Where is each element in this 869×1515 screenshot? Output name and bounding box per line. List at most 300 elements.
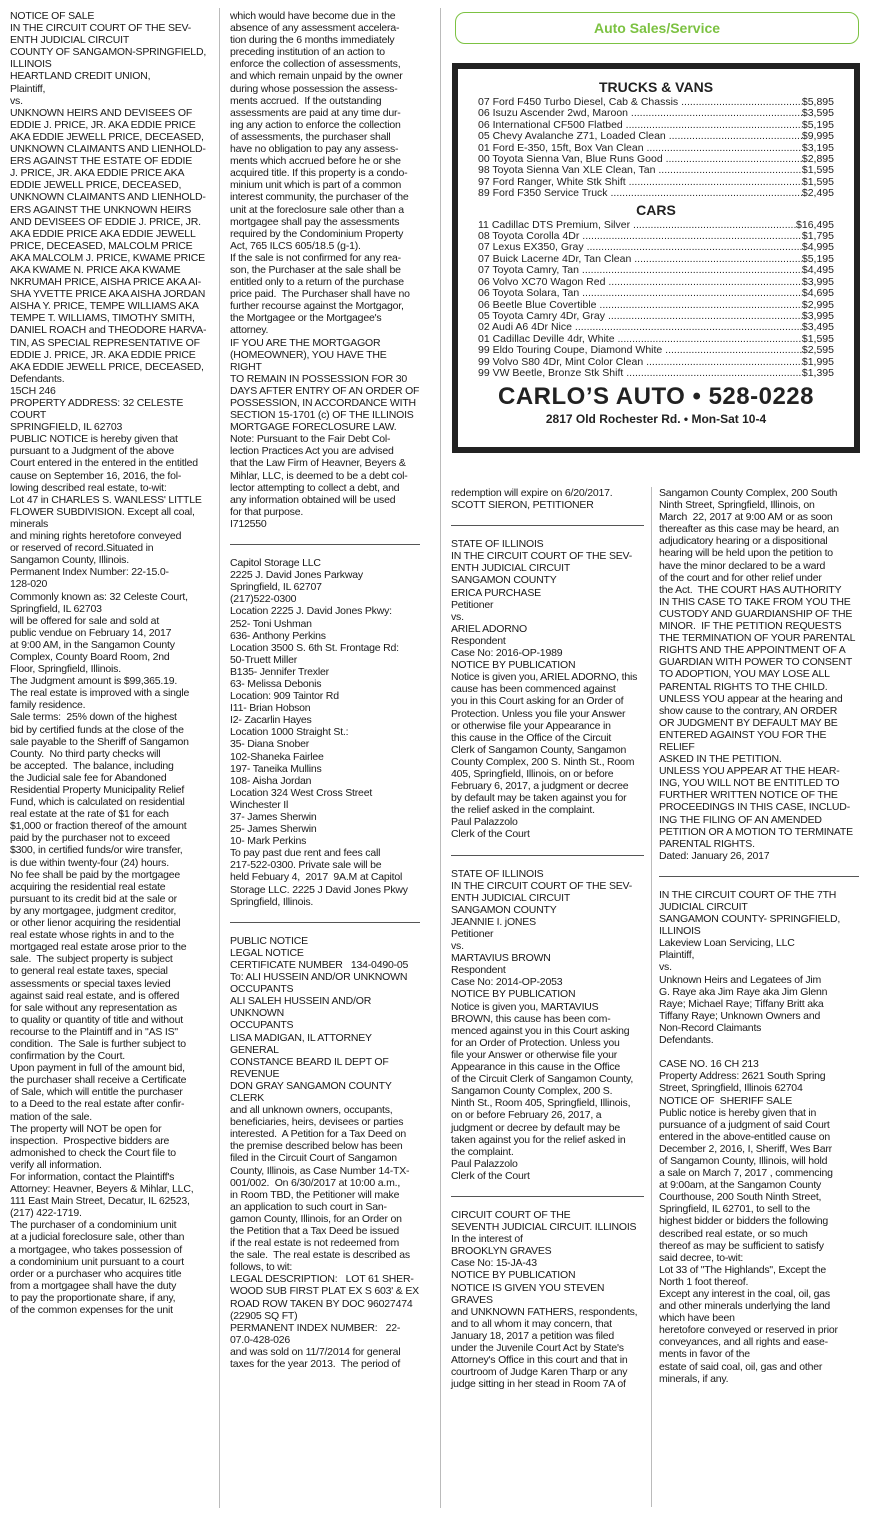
vehicle-listing: [478, 242, 834, 253]
notice-line: Act, 765 ILCS 605/18.5 (g-1).: [230, 239, 361, 252]
notice-line: PARENTAL RIGHTS.: [659, 837, 755, 850]
notice-line: 35- Diana Snober: [230, 738, 310, 751]
vehicle-price: $4,995: [801, 241, 834, 254]
notice-line: ING THE FILING OF AN AMENDED: [659, 813, 822, 826]
notice-line: mation of the sale.: [10, 1110, 92, 1123]
notice-line: 111 East Main Street, Decatur, IL 62523,: [10, 1195, 190, 1208]
notice-line: hearing will be held upon the petition to: [659, 547, 833, 560]
notice-line: IN THE CIRCUIT COURT OF THE SEV-: [451, 550, 633, 563]
section-header: [455, 12, 859, 44]
notice-line: have no obligation to pay any assess-: [230, 143, 399, 156]
legal-notice: [230, 10, 420, 530]
notice-line: County Complex, 200 S. Ninth St., Room: [451, 755, 635, 768]
notice-separator: [451, 855, 644, 856]
notice-line: 128-020: [10, 578, 48, 591]
vehicle-listing: [478, 108, 834, 119]
notice-line: Dated: January 26, 2017: [659, 849, 770, 862]
notice-line: Upon payment in full of the amount bid,: [10, 1062, 185, 1075]
notice-line: AISHA Y. PRICE, TEMPE WILLIAMS AKA: [10, 300, 199, 313]
notice-line: sale. The subject property is subject: [10, 953, 173, 966]
column-divider: [651, 487, 652, 1507]
notice-line: the Petition that a Tax Deed be issued: [230, 1225, 400, 1237]
notice-line: unit at the foreclosure sale other than a: [230, 203, 404, 216]
vehicle-price: $1,995: [801, 355, 834, 368]
notice-line: BROOKLYN GRAVES: [451, 1245, 552, 1258]
notice-line: In the interest of: [451, 1233, 523, 1246]
notice-line: PERMANENT INDEX NUMBER: 22-: [230, 1321, 401, 1334]
notice-line: ENTH JUDICIAL CIRCUIT: [451, 891, 571, 904]
notice-line: under the Juvenile Court Act by State's: [451, 1342, 624, 1354]
notice-line: minerals, if any.: [659, 1372, 729, 1385]
notice-line: SANGAMON COUNTY- SPRINGFIELD,: [659, 913, 841, 926]
vehicle-name: 89 Ford F350 Service Truck .....: [478, 188, 802, 199]
notice-line: Clerk of Sangamon County, Sangamon: [451, 743, 627, 756]
notice-line: COURT: [10, 409, 47, 422]
notice-line: ments which accrued before he or she: [230, 155, 401, 168]
notice-line: $300, in certified funds/or wire transfer,: [10, 844, 183, 857]
dealer-name: CARLO’S AUTO • 528-0228: [498, 383, 814, 411]
notice-line: for that purpose.: [230, 505, 304, 518]
notice-line: pursuant to a Judgment of the above: [10, 445, 175, 458]
notice-line: Location: 909 Taintor Rd: [230, 690, 339, 703]
notice-line: ILLINOIS: [659, 925, 701, 938]
vehicle-listing: [478, 188, 834, 199]
notice-line: and all unknown owners, occupants,: [230, 1104, 393, 1117]
notice-line: Clerk of the Court: [451, 1169, 530, 1182]
notice-line: for sale without any representation as: [10, 1001, 177, 1014]
notice-line: minerals: [10, 517, 49, 530]
notice-line: 217-522-0300. Private sale will be: [230, 859, 382, 872]
notice-line: OCCUPANTS: [230, 1019, 294, 1032]
vehicle-price: $2,895: [801, 153, 834, 166]
notice-line: Petitioner: [451, 598, 494, 611]
ad-content: [458, 69, 854, 447]
vehicle-listing: [478, 288, 834, 299]
notice-line: verify all information.: [10, 1158, 102, 1171]
notice-line: and to all whom it may concern, that: [451, 1317, 612, 1330]
notice-line: interest community, the purchaser of the: [230, 191, 409, 204]
notice-line: if the real estate is not redeemed from: [230, 1237, 400, 1250]
vehicle-listing: [478, 300, 834, 311]
notice-separator: [230, 922, 420, 923]
notice-line: ments accrued. If the outstanding: [230, 94, 382, 107]
vehicle-name: 99 VW Beetle, Bronze Stk Shift .....: [478, 368, 802, 379]
notice-line: March 22, 2017 at 9:00 AM or as soon: [659, 511, 833, 524]
notice-line: UNLESS YOU appear at the hearing and: [659, 692, 843, 705]
notice-line: preceding institution of an action to: [230, 46, 385, 59]
notice-line: IN THE CIRCUIT COURT OF THE SEV-: [451, 879, 633, 892]
notice-line: the sale. The real estate is described as: [230, 1249, 410, 1262]
notice-line: the Judicial sale fee for Abandoned: [10, 771, 167, 784]
notice-line: paid by the purchaser not to exceed: [10, 832, 170, 845]
notice-line: NOTICE OF SHERIFF SALE: [659, 1094, 793, 1107]
notice-line: judgment or decree by default may be: [451, 1121, 621, 1134]
notice-line: Case No: 15-JA-43: [451, 1257, 537, 1270]
notice-line: required by the Condominium Property: [230, 227, 404, 240]
notice-line: Street, Springfield, Illinois 62704: [659, 1082, 803, 1095]
notice-line: TIN, AS SPECIAL REPRESENTATIVE OF: [10, 336, 200, 349]
notice-line: PARENTAL RIGHTS TO THE CHILD.: [659, 680, 828, 693]
vehicle-name: 06 Toyota Solara, Tan .....: [478, 288, 802, 299]
notice-line: 07.0-428-026: [230, 1333, 291, 1346]
notice-line: MARTAVIUS BROWN: [451, 952, 551, 965]
notice-line: To pay past due rent and fees call: [230, 847, 381, 860]
notice-line: ARIEL ADORNO: [451, 622, 527, 635]
notice-line: UNLESS YOU APPEAR AT THE HEAR-: [659, 765, 840, 778]
notice-line: Ninth St., Room 405, Springfield, Illinois,: [451, 1097, 631, 1110]
notice-line: Unknown Heirs and Legatees of Jim: [659, 973, 822, 986]
vehicle-price: $2,595: [801, 344, 834, 357]
notice-line: PROPERTY ADDRESS: 32 CELESTE: [10, 397, 184, 409]
notice-line: NOTICE IS GIVEN YOU STEVEN GRAVES: [451, 1281, 608, 1306]
notice-line: the Act. THE COURT HAS AUTHORITY: [659, 583, 842, 596]
notice-line: entitled only to a return of the purchase: [230, 276, 404, 289]
notice-line: a condominium unit pursuant to a court: [10, 1255, 184, 1268]
section-header-title: Auto Sales/Service: [593, 20, 721, 36]
notice-line: at a judicial foreclosure sale, other than: [10, 1231, 185, 1244]
notice-line: the Mortgagee or the Mortgagee's: [230, 312, 382, 325]
notice-line: I2- Zacarlin Hayes: [230, 714, 312, 727]
notice-line: will be offered for sale and sold at: [10, 614, 160, 627]
notice-line: 2225 J. David Jones Parkway: [230, 569, 363, 582]
notice-line: To: ALI HUSSEIN AND/OR UNKNOWN: [230, 971, 408, 984]
notice-line: AKA EDDIE JEWELL PRICE, DECEASED,: [10, 130, 204, 143]
notice-line: Case No: 2016-OP-1989: [451, 647, 563, 660]
notice-line: for an Order of Protection. Unless you: [451, 1036, 620, 1049]
vehicle-name: 08 Toyota Corolla 4Dr .....: [478, 231, 802, 242]
column-1: [10, 10, 210, 1330]
legal-notice: [451, 1209, 644, 1390]
notice-line: (HOMEOWNER), YOU HAVE THE RIGHT: [230, 348, 390, 373]
notice-line: tion during the 6 months immediately: [230, 34, 395, 47]
notice-line: admonished to check the Court file to: [10, 1146, 176, 1159]
notice-line: County. No third party checks will: [10, 747, 161, 760]
legal-notice: [10, 10, 210, 1316]
notice-line: B135- Jennifer Trexler: [230, 665, 329, 678]
vehicle-listing: [478, 220, 834, 231]
legal-notice: [230, 935, 420, 1370]
notice-line: inspection. Prospective bidders are: [10, 1134, 170, 1147]
vehicle-listing: [478, 368, 834, 379]
notice-line: 102-Shaneka Fairlee: [230, 750, 324, 763]
notice-line: condition. The Sale is further subject to: [10, 1037, 186, 1050]
notice-line: Residential Property Municipality Relief: [10, 784, 185, 796]
notice-line: STATE OF ILLINOIS: [451, 867, 544, 880]
notice-line: Notice is given you, ARIEL ADORNO, this: [451, 671, 638, 684]
notice-line: on or before February 26, 2017, a: [451, 1109, 602, 1122]
notice-line: that the Law Firm of Heavner, Beyers &: [230, 457, 406, 470]
notice-line: and which remain unpaid by the owner: [230, 70, 403, 83]
notice-line: 25- James Sherwin: [230, 823, 317, 836]
vehicle-listing: [478, 97, 834, 108]
notice-line: Note: Pursuant to the Fair Debt Col-: [230, 433, 391, 446]
vehicle-price: $1,595: [801, 175, 834, 188]
column-4: [659, 487, 859, 1399]
notice-line: NOTICE BY PUBLICATION: [451, 988, 576, 1001]
notice-line: [659, 1046, 859, 1058]
notice-line: thereof as may be sufficient to satisfy: [659, 1239, 824, 1252]
vehicle-price: $3,995: [801, 275, 834, 288]
notice-line: OCCUPANTS: [230, 983, 294, 996]
notice-line: (22905 SQ FT): [230, 1309, 298, 1322]
notice-line: EDDIE J. PRICE, JR. AKA EDDIE PRICE: [10, 348, 196, 361]
notice-line: show cause to the contrary, AN ORDER: [659, 704, 838, 717]
notice-line: Ninth Street, Springfield, Illinois, on: [659, 499, 815, 512]
notice-line: Respondent: [451, 964, 506, 977]
notice-line: Location 3500 S. 6th St. Frontage Rd:: [230, 641, 399, 654]
notice-line: vs.: [10, 94, 23, 107]
notice-line: TO REMAIN IN POSSESSION FOR 30: [230, 372, 408, 385]
notice-line: have the minor declared to be a ward: [659, 559, 826, 572]
notice-line: heretofore conveyed or reserved in prior: [659, 1324, 838, 1337]
notice-line: or reserved of record.Situated in: [10, 542, 154, 555]
vehicle-listing: [478, 120, 834, 131]
notice-line: to a Deed to the real estate after confir-: [10, 1098, 185, 1111]
notice-line: a mortgagee, who takes possession of: [10, 1243, 182, 1256]
notice-line: Storage LLC. 2225 J David Jones Pkwy: [230, 883, 408, 896]
vehicle-name: 98 Toyota Sienna Van XLE Clean, Tan .....: [478, 165, 802, 176]
notice-line: Notice is given you, MARTAVIUS: [451, 1000, 599, 1013]
notice-line: NKRUMAH PRICE, AISHA PRICE AKA AI-: [10, 276, 202, 289]
notice-line: AKA EDDIE JEWELL PRICE, DECEASED,: [10, 360, 204, 373]
notice-line: LISA MADIGAN, IL ATTORNEY GENERAL: [230, 1031, 375, 1056]
notice-line: The purchaser of a condominium unit: [10, 1219, 177, 1232]
notice-line: this cause in the Office of the Circuit: [451, 731, 612, 744]
notice-line: NOTICE BY PUBLICATION: [451, 1269, 576, 1282]
legal-notice: [451, 487, 644, 511]
notice-line: confirmation by the Court.: [10, 1050, 126, 1063]
notice-line: or other lienor acquiring the residential: [10, 917, 181, 930]
notice-line: ERICA PURCHASE: [451, 586, 541, 599]
notice-line: lowing described real estate, to-wit:: [10, 481, 167, 494]
vehicle-price: $1,595: [801, 332, 834, 345]
notice-line: ASKED IN THE PETITION.: [659, 753, 782, 766]
notice-line: vs.: [451, 610, 464, 623]
legal-notice: [230, 557, 420, 908]
notice-line: NOTICE BY PUBLICATION: [451, 659, 576, 672]
notice-line: 10- Mark Perkins: [230, 835, 307, 848]
notice-line: Attorney: Heavner, Beyers & Mihlar, LLC,: [10, 1183, 194, 1196]
vehicle-name: 06 International CF500 Flatbed .....: [478, 120, 802, 131]
notice-line: EDDIE J. PRICE, JR. AKA EDDIE PRICE: [10, 118, 196, 131]
column-2: [230, 10, 420, 1384]
notice-line: interested. A Petition for a Tax Deed on: [230, 1128, 407, 1141]
notice-line: vs.: [659, 961, 672, 974]
notice-line: recourse to the Plaintiff and in "AS IS": [10, 1025, 178, 1038]
notice-line: is due within twenty-four (24) hours.: [10, 856, 169, 869]
notice-line: AKA EDDIE PRICE AKA EDDIE JEWELL: [10, 227, 196, 240]
vehicle-name: 07 Ford F450 Turbo Diesel, Cab & Chassis .....: [478, 97, 802, 108]
notice-line: AKA MALCOLM J. PRICE, KWAME PRICE: [10, 251, 205, 264]
notice-line: at 9:00 AM, in the Sangamon County: [10, 638, 175, 651]
notice-line: G. Raye aka Jim Raye aka Jim Glenn: [659, 985, 828, 998]
notice-line: Location 1000 Straight St.:: [230, 726, 349, 739]
notice-line: December 2, 2016, I, Sheriff, Wes Barr: [659, 1142, 832, 1155]
notice-line: Paul Palazzolo: [451, 1157, 518, 1170]
notice-line: absence of any assessment accelera-: [230, 22, 400, 35]
vehicle-listing: [478, 345, 834, 356]
notice-line: Lot 47 in CHARLES S. WANLESS' LITTLE: [10, 493, 202, 506]
notice-line: against said real estate, and is offered: [10, 989, 180, 1002]
vehicle-name: 07 Lexus EX350, Gray .....: [478, 242, 802, 253]
vehicle-price: $3,195: [801, 141, 834, 154]
notice-line: taken against you for the relief asked in: [451, 1133, 626, 1146]
notice-line: price paid. The Purchaser shall have no: [230, 288, 410, 301]
vehicle-listing: [478, 131, 834, 142]
legal-notice: [659, 487, 859, 862]
notice-line: CERTIFICATE NUMBER 134-0490-05: [230, 958, 409, 971]
vehicle-name: 01 Ford E-350, 15ft, Box Van Clean .....: [478, 143, 802, 154]
vehicle-listing: [478, 165, 834, 176]
vehicle-name: 99 Volvo S80 4Dr, Mint Color Clean .....: [478, 357, 802, 368]
notice-line: public vendue on February 14, 2017: [10, 626, 172, 639]
notice-line: to pay the proportionate share, if any,: [10, 1291, 176, 1304]
vehicle-price: $2,995: [801, 298, 834, 311]
notice-line: of the Circuit Clerk of Sangamon County,: [451, 1073, 634, 1086]
notice-line: by any mortgagee, judgment creditor,: [10, 904, 177, 917]
notice-line: TEMPE T. WILLIAMS, TIMOTHY SMITH,: [10, 312, 195, 325]
ad-section-title: CARS: [636, 201, 676, 218]
notice-line: Paul Palazzolo: [451, 816, 518, 829]
vehicle-name: 07 Toyota Camry, Tan .....: [478, 265, 802, 276]
legal-notice: [451, 868, 644, 1182]
notice-line: PUBLIC NOTICE: [230, 934, 308, 947]
notice-line: follows, to wit:: [230, 1261, 293, 1274]
notice-line: Petitioner: [451, 928, 494, 940]
notice-line: ROAD ROW TAKEN BY DOC 96027474: [230, 1297, 413, 1310]
notice-line: RIGHTS AND THE APPOINTMENT OF A: [659, 644, 846, 657]
notice-line: THE TERMINATION OF YOUR PARENTAL: [659, 632, 856, 645]
vehicle-price: $3,995: [801, 309, 834, 322]
notice-line: or otherwise file your Appearance in: [451, 719, 611, 732]
column-3: [451, 487, 644, 1404]
vehicle-price: $4,695: [801, 287, 834, 300]
notice-line: ERS AGAINST THE ESTATE OF EDDIE: [10, 155, 193, 168]
vehicle-listing: [478, 265, 834, 276]
notice-separator: [230, 544, 420, 545]
notice-line: Property Address: 2621 South Spring: [659, 1070, 826, 1083]
notice-line: order or a purchaser who acquires title: [10, 1267, 182, 1280]
notice-line: Non-Record Claimants: [659, 1021, 762, 1034]
vehicle-price: $5,195: [801, 252, 834, 265]
vehicle-price: $16,495: [796, 218, 834, 231]
notice-line: Tiffany Raye; Unknown Owners and: [659, 1009, 821, 1022]
vehicle-price: $3,595: [801, 107, 834, 120]
column-divider: [219, 8, 220, 1508]
notice-line: Defendants.: [659, 1034, 714, 1047]
notice-line: acquired title. If this property is a condo-: [230, 167, 408, 180]
notice-line: SANGAMON COUNTY: [451, 574, 557, 587]
notice-line: Springfield, Illinois.: [230, 895, 314, 908]
notice-line: Lakeview Loan Servicing, LLC: [659, 937, 795, 950]
notice-line: GUARDIAN WITH POWER TO CONSENT: [659, 656, 853, 669]
vehicle-price: $1,595: [801, 164, 834, 177]
notice-line: TO ADOPTION, YOU MAY LOSE ALL: [659, 668, 830, 681]
notice-line: PRICE, DECEASED, MALCOLM PRICE: [10, 239, 193, 252]
notice-line: filed in the Circuit Court of Sangamon: [230, 1152, 397, 1165]
notice-line: North 1 foot thereof.: [659, 1275, 749, 1288]
notice-line: which would have become due in the: [230, 10, 396, 22]
notice-line: PETITION OR A MOTION TO TERMINATE: [659, 825, 853, 838]
notice-line: The real estate is improved with a single: [10, 687, 190, 700]
notice-line: STATE OF ILLINOIS: [451, 538, 544, 551]
notice-line: Sangamon County Complex, 200 South: [659, 487, 838, 499]
notice-line: the purchaser shall receive a Certificate: [10, 1074, 187, 1087]
notice-line: ing any action to enforce the collection: [230, 118, 401, 131]
notice-line: Attorney's Office in this court and that in: [451, 1354, 628, 1367]
notice-line: I11- Brian Hobson: [230, 702, 311, 715]
notice-line: described real estate, or so much: [659, 1227, 808, 1240]
notice-line: I712550: [230, 517, 267, 530]
notice-line: lector attempting to collect a debt, and: [230, 481, 400, 494]
notice-line: sale payable to the Sheriff of Sangamon: [10, 735, 189, 748]
notice-line: to quality or quantity of title and without: [10, 1013, 183, 1026]
notice-line: vs.: [451, 940, 464, 953]
notice-line: an application to such court in San-: [230, 1200, 387, 1213]
notice-line: PROCEEDINGS IN THIS CASE, INCLUD-: [659, 801, 850, 814]
notice-line: mortgagee shall pay the assessments: [230, 215, 400, 228]
vehicle-listing: [478, 177, 834, 188]
notice-line: conveyances, and all rights and ease-: [659, 1336, 828, 1349]
notice-line: IN THE CIRCUIT COURT OF THE SEV-: [10, 22, 192, 35]
notice-line: Appearance in this cause in the Office: [451, 1061, 621, 1074]
notice-line: the complaint.: [451, 1145, 514, 1158]
notice-line: of Sangamon County, Illinois, will hold: [659, 1154, 828, 1167]
notice-line: MORTGAGE FORECLOSURE LAW.: [230, 421, 397, 434]
notice-line: Protection. Unless you file your Answer: [451, 707, 626, 720]
notice-line: Plaintiff,: [659, 949, 695, 962]
notice-line: January 18, 2017 a petition was filed: [451, 1329, 615, 1342]
notice-line: ERS AGAINST THE UNKNOWN HEIRS: [10, 203, 192, 216]
notice-line: to general real estate taxes, special: [10, 965, 168, 978]
notice-line: Plaintiff,: [10, 82, 46, 95]
notice-line: Floor, Springfield, Illinois.: [10, 663, 121, 676]
notice-line: 636- Anthony Perkins: [230, 629, 326, 642]
notice-line: AKA KWAME N. PRICE AKA KWAME: [10, 263, 181, 276]
notice-line: Sangamon County, Illinois.: [10, 554, 129, 567]
notice-line: LEGAL NOTICE: [230, 946, 304, 959]
notice-line: ENTH JUDICIAL CIRCUIT: [451, 562, 571, 575]
vehicle-listing: [478, 322, 834, 333]
notice-line: pursuance of a judgment of said Court: [659, 1118, 830, 1131]
notice-line: 001/002. On 6/30/2017 at 10:00 a.m.,: [230, 1176, 401, 1189]
notice-line: SEVENTH JUDICIAL CIRCUIT. ILLINOIS: [451, 1221, 637, 1234]
notice-line: SCOTT SIERON, PETITIONER: [451, 499, 594, 512]
notice-separator: [451, 1196, 644, 1197]
vehicle-price: $2,495: [801, 187, 834, 200]
notice-line: a sale on March 7, 2017 , commencing: [659, 1167, 833, 1180]
notice-line: Winchester Il: [230, 798, 289, 811]
notice-line: $1,000 or fraction thereof of the amount: [10, 820, 187, 833]
notice-line: real estate at the rate of $1 for each: [10, 808, 169, 821]
column-divider: [440, 8, 441, 1508]
notice-line: assessments or special taxes levied: [10, 977, 171, 990]
notice-line: For information, contact the Plaintiff's: [10, 1171, 175, 1183]
vehicle-price: $5,195: [801, 118, 834, 131]
notice-line: the relief asked in the complaint.: [451, 804, 595, 817]
dealer-address-hours: 2817 Old Rochester Rd. • Mon-Sat 10-4: [545, 412, 767, 427]
notice-line: (217) 422-1719.: [10, 1207, 82, 1220]
notice-line: assessments are paid at any time dur-: [230, 106, 401, 119]
notice-line: JEANNIE I. jONES: [451, 915, 536, 928]
vehicle-name: 06 Beetle Blue Covertible .....: [478, 300, 802, 311]
notice-line: CASE NO. 16 CH 213: [659, 1058, 759, 1071]
notice-line: Lot 33 of "The Highlands", Except the: [659, 1263, 826, 1276]
notice-line: and was sold on 11/7/2014 for general: [230, 1345, 401, 1358]
notice-line: cause on September 16, 2016, the fol-: [10, 469, 182, 482]
notice-line: IN THE CIRCUIT COURT OF THE 7TH: [659, 888, 837, 901]
vehicle-listing: [478, 143, 834, 154]
